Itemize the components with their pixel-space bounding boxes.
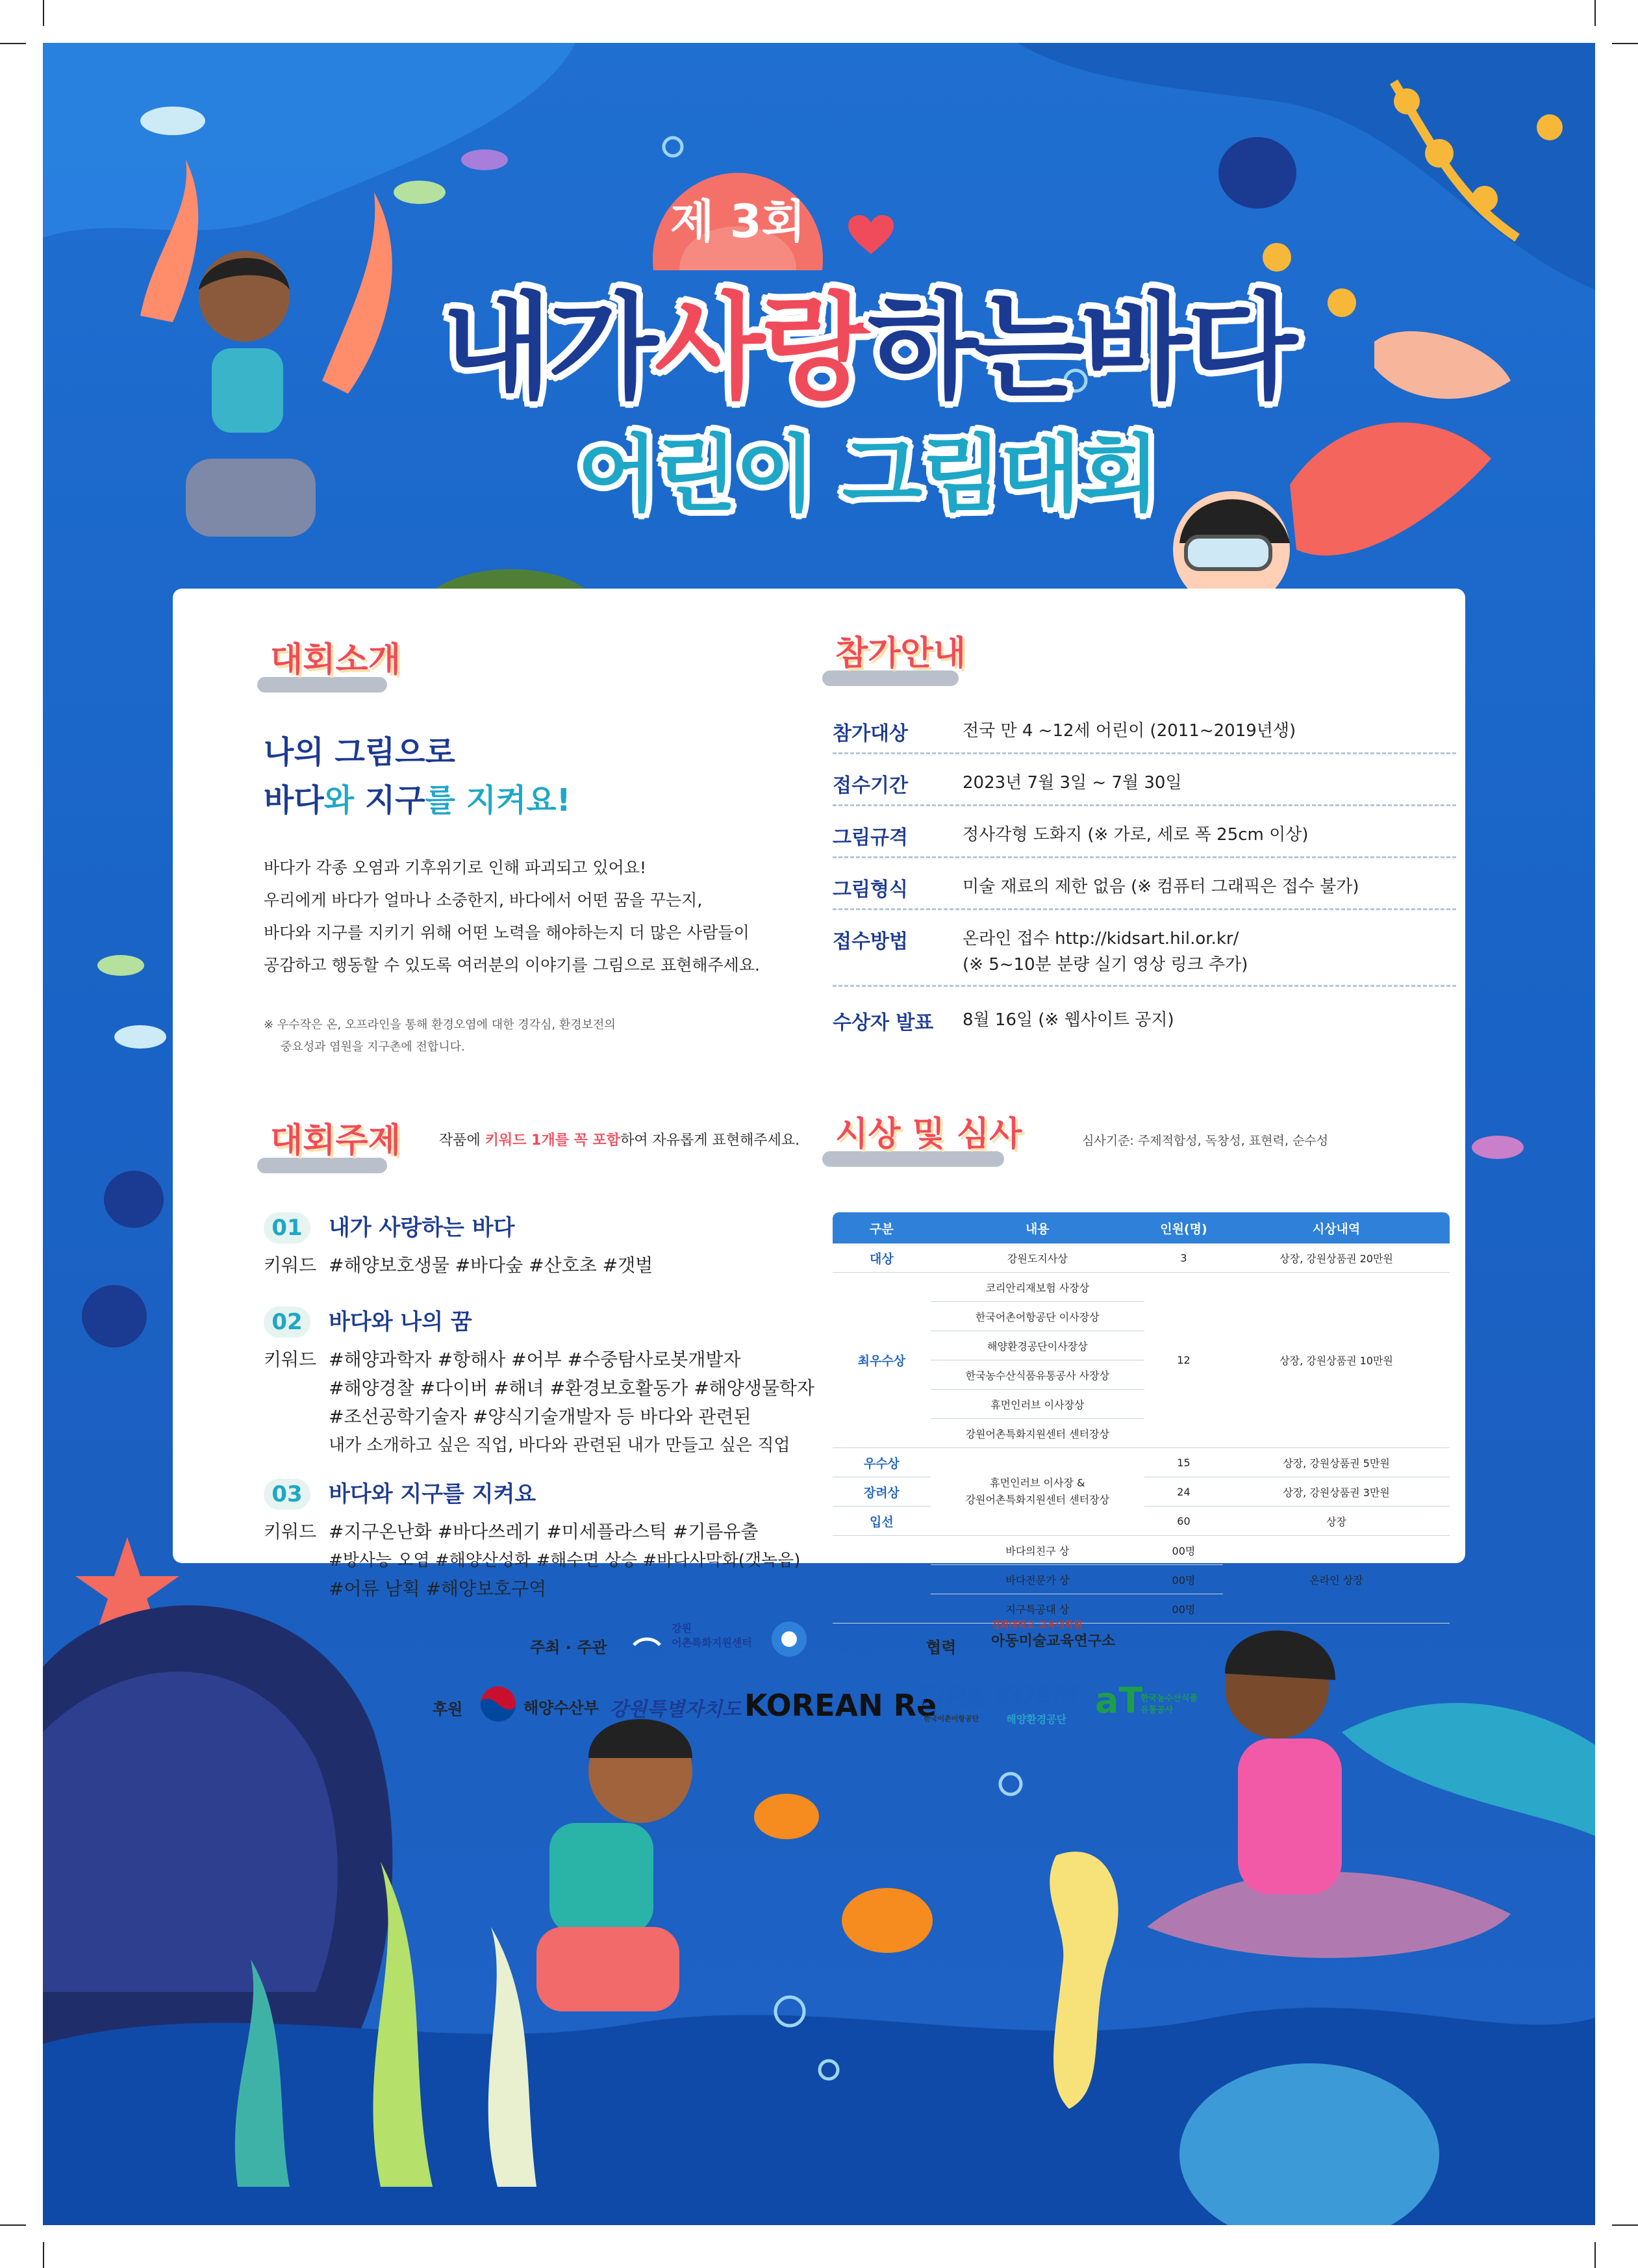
award-content: 한국어촌어항공단 이사장상 bbox=[931, 1302, 1144, 1331]
headline-sea: 바다 bbox=[264, 782, 324, 819]
topic-title: 내가 사랑하는 바다 bbox=[329, 1215, 515, 1241]
award-content: 강원도지사상 bbox=[931, 1243, 1144, 1273]
crop-mark bbox=[1594, 2242, 1596, 2268]
section-title: 대회소개 bbox=[270, 641, 401, 680]
page-title bbox=[394, 277, 1342, 420]
edition-badge bbox=[640, 173, 835, 270]
intro-body-line: 바다가 각종 오염과 기후위기로 인해 파괴되고 있어요! bbox=[264, 858, 647, 877]
keyword-line: #어류 남획 #해양보호구역 bbox=[329, 1578, 547, 1599]
crop-mark bbox=[1594, 0, 1596, 26]
keyword-line: 내가 소개하고 싶은 직업, 바다와 관련된 내가 만들고 싶은 직업 bbox=[329, 1436, 790, 1455]
sponsor-ministry: 해양수산부 bbox=[523, 1699, 599, 1717]
note-line: 중요성과 염원을 지구촌에 전합니다. bbox=[281, 1040, 465, 1054]
award-prize: 상장, 강원상품권 10만원 bbox=[1223, 1273, 1450, 1448]
host2-logo: 휴먼인러브 bbox=[813, 1631, 907, 1653]
table-header-row bbox=[833, 1212, 1450, 1243]
table-row bbox=[833, 1536, 1450, 1565]
section-tag-guide bbox=[822, 628, 972, 680]
award-prize: 상장, 강원상품권 3만원 bbox=[1223, 1477, 1450, 1507]
award-count: 12 bbox=[1144, 1273, 1223, 1448]
intro-body-line: 우리에게 바다가 얼마나 소중한지, 바다에서 어떤 꿈을 꾸는지, bbox=[264, 891, 703, 910]
guide-row bbox=[833, 920, 1456, 987]
host1-logo-icon bbox=[627, 1620, 666, 1659]
guide-row bbox=[833, 1001, 1456, 1041]
topic-number: 02 bbox=[264, 1306, 310, 1338]
table-header: 시상내역 bbox=[1223, 1212, 1450, 1243]
keyword-line: #지구온난화 #바다쓰레기 #미세플라스틱 #기름유출 bbox=[329, 1521, 759, 1542]
guide-label: 접수방법 bbox=[833, 930, 908, 953]
keyword-line: #해양보호생물 #바다숲 #산호초 #갯벌 bbox=[329, 1255, 653, 1276]
award-category: 입선 bbox=[833, 1507, 931, 1536]
award-prize: 상장, 강원상품권 5만원 bbox=[1223, 1448, 1450, 1477]
table-row bbox=[833, 1243, 1450, 1273]
guide-value: 2023년 7월 3일 ~ 7월 30일 bbox=[963, 773, 1182, 793]
section-tag-awards bbox=[822, 1108, 1022, 1160]
guide-label: 그림형식 bbox=[833, 878, 908, 901]
guide-row bbox=[833, 764, 1456, 806]
crop-mark bbox=[1612, 2224, 1638, 2226]
award-count: 60 bbox=[1144, 1507, 1223, 1536]
sponsor-at: aT bbox=[1095, 1680, 1143, 1721]
coop-label: 협력 bbox=[926, 1638, 957, 1657]
keyword-line: #해양경찰 #다이버 #해녀 #환경보호활동가 #해양생물학자 bbox=[329, 1377, 814, 1399]
award-content: 휴먼인러브 이사장상 bbox=[931, 1390, 1144, 1419]
table-header: 구분 bbox=[833, 1212, 931, 1243]
title-part1: 내가 bbox=[441, 281, 655, 414]
crop-mark bbox=[0, 43, 26, 44]
page-subtitle: 어린이 그림대회 bbox=[577, 426, 1159, 523]
sponsor-koem: KOEM 해양환경공단 bbox=[994, 1681, 1079, 1726]
award-content: 휴먼인러브 이사장 & 강원어촌특화지원센터 센터장상 bbox=[931, 1448, 1144, 1536]
crop-mark bbox=[43, 0, 44, 26]
host-label: 주최 · 주관 bbox=[530, 1638, 607, 1657]
instruction-highlight: 키워드 1개를 꼭 포함 bbox=[485, 1132, 621, 1149]
award-category: 우수상 bbox=[833, 1448, 931, 1477]
section-tag-intro bbox=[257, 634, 400, 686]
award-count: 00명 bbox=[1144, 1565, 1223, 1594]
topic-number: 03 bbox=[264, 1479, 310, 1510]
edition-text: 제 3회 bbox=[670, 195, 806, 248]
sponsor-fipa: FiPA 한국어촌어항공단 bbox=[916, 1680, 987, 1723]
keyword-line: #방사능 오염 #해양산성화 #해수면 상승 #바다사막화(갯녹음) bbox=[329, 1551, 801, 1570]
award-content: 바다전문가 상 bbox=[931, 1565, 1144, 1594]
keyword-line: #해양과학자 #항해사 #어부 #수중탐사로봇개발자 bbox=[329, 1349, 741, 1370]
guide-row bbox=[833, 816, 1456, 858]
crop-mark bbox=[1612, 43, 1638, 44]
title-part2: 사랑 bbox=[654, 281, 868, 414]
guide-value: 미술 재료의 제한 없음 (※ 컴퓨터 그래픽은 접수 불가) bbox=[963, 877, 1359, 897]
table-row bbox=[833, 1448, 1450, 1477]
poster bbox=[43, 43, 1595, 2225]
note-line: ※ 우수작은 온, 오프라인을 통해 환경오염에 대한 경각심, 환경보전의 bbox=[264, 1018, 616, 1032]
crop-mark bbox=[43, 2242, 44, 2268]
section-title: 참가안내 bbox=[835, 634, 966, 673]
coop-logo: 경희대학교 교육대학원 아동미술교육연구소 bbox=[991, 1620, 1116, 1650]
headline-earth: 지구 bbox=[364, 782, 425, 819]
intro-body bbox=[264, 852, 861, 982]
topic-title: 바다와 나의 꿈 bbox=[329, 1309, 472, 1335]
guide-label: 참가대상 bbox=[833, 722, 908, 745]
sponsor-koreanre: KOREAN Re bbox=[744, 1688, 937, 1723]
intro-headline bbox=[264, 728, 848, 824]
section-title: 대회주제 bbox=[270, 1121, 401, 1160]
intro-body-line: 바다와 지구를 지키기 위해 어떤 노력을 해야하는지 더 많은 사람들이 bbox=[264, 923, 750, 942]
guide-value: 전국 만 4 ~12세 어린이 (2011~2019년생) bbox=[963, 721, 1296, 741]
crop-mark bbox=[0, 2224, 26, 2226]
guide-label: 그림규격 bbox=[833, 826, 908, 849]
award-prize: 상장, 강원상품권 20만원 bbox=[1223, 1243, 1450, 1273]
award-content: 코리안리재보험 사장상 bbox=[931, 1273, 1144, 1302]
sponsor-label: 후원 bbox=[433, 1700, 463, 1718]
award-content: 강원어촌특화지원센터 센터장상 bbox=[931, 1419, 1144, 1448]
awards-table bbox=[833, 1212, 1450, 1624]
guide-value: 8월 16일 (※ 웹사이트 공지) bbox=[963, 1010, 1174, 1030]
ministry-logo-icon bbox=[479, 1685, 517, 1723]
awards-criteria: 심사기준: 주제적합성, 독창성, 표현력, 순수성 bbox=[1082, 1134, 1329, 1148]
award-count: 00명 bbox=[1144, 1536, 1223, 1565]
headline-and: 와 bbox=[323, 782, 365, 819]
intro-body-line: 공감하고 행동할 수 있도록 여러분의 이야기를 그림으로 표현해주세요. bbox=[264, 956, 760, 975]
title-part3: 하는바다 bbox=[868, 281, 1294, 414]
table-header: 내용 bbox=[931, 1212, 1144, 1243]
topics-instruction: 작품에 키워드 1개를 꼭 포함하여 자유롭게 표현해주세요. bbox=[439, 1132, 800, 1149]
guide-row bbox=[833, 868, 1456, 910]
table-row bbox=[833, 1273, 1450, 1302]
guide-row bbox=[833, 712, 1456, 754]
award-content: 바다의친구 상 bbox=[931, 1536, 1144, 1565]
host1-logo: 강원 어촌특화지원센터 bbox=[672, 1622, 752, 1649]
award-category: 장려상 bbox=[833, 1477, 931, 1507]
guide-table bbox=[833, 712, 1456, 1063]
section-title: 시상 및 심사 bbox=[835, 1115, 1022, 1154]
guide-value: 정사각형 도화지 (※ 가로, 세로 폭 25cm 이상) bbox=[963, 825, 1309, 845]
award-category: 최우수상 bbox=[833, 1273, 931, 1448]
headline-line1: 나의 그림으로 bbox=[264, 734, 455, 771]
keyword-label: 키워드 bbox=[264, 1521, 317, 1542]
award-count: 15 bbox=[1144, 1448, 1223, 1477]
award-count: 00명 bbox=[1144, 1594, 1223, 1624]
intro-note bbox=[264, 1014, 848, 1058]
keyword-label: 키워드 bbox=[264, 1349, 317, 1370]
award-count: 3 bbox=[1144, 1243, 1223, 1273]
award-category: 대상 bbox=[833, 1243, 931, 1273]
sponsor-at-name: 한국농수산식품유통공사 bbox=[1140, 1694, 1198, 1715]
topic-title: 바다와 지구를 지켜요 bbox=[329, 1481, 536, 1507]
award-content: 한국농수산식품유통공사 사장상 bbox=[931, 1360, 1144, 1390]
award-prize: 온라인 상장 bbox=[1223, 1536, 1450, 1624]
headline-protect: 를 지켜요! bbox=[425, 782, 571, 819]
headline-line2 bbox=[264, 776, 848, 824]
award-count: 24 bbox=[1144, 1477, 1223, 1507]
award-content: 해양환경공단이사장상 bbox=[931, 1331, 1144, 1360]
keyword-label: 키워드 bbox=[264, 1255, 317, 1276]
award-prize: 상장 bbox=[1223, 1507, 1450, 1536]
sponsor-gangwon: 강원특별자치도 bbox=[609, 1698, 741, 1721]
section-tag-topics bbox=[257, 1115, 400, 1167]
topic-number: 01 bbox=[264, 1212, 310, 1243]
award-category: 온라인 특별상 bbox=[833, 1536, 931, 1624]
guide-label: 수상자 발표 bbox=[833, 1012, 934, 1034]
guide-label: 접수기간 bbox=[833, 774, 908, 797]
award-content: 지구특공대 상 bbox=[931, 1594, 1144, 1624]
host2-logo-icon bbox=[770, 1620, 808, 1658]
guide-value-note: (※ 5~10분 분량 실기 영상 링크 추가) bbox=[963, 955, 1248, 975]
table-header: 인원(명) bbox=[1144, 1212, 1223, 1243]
guide-value: 온라인 접수 http://kidsart.hil.or.kr/ bbox=[963, 929, 1239, 949]
heart-icon bbox=[848, 215, 894, 255]
keyword-line: #조선공학기술자 #양식기술개발자 등 바다와 관련된 bbox=[329, 1406, 751, 1427]
